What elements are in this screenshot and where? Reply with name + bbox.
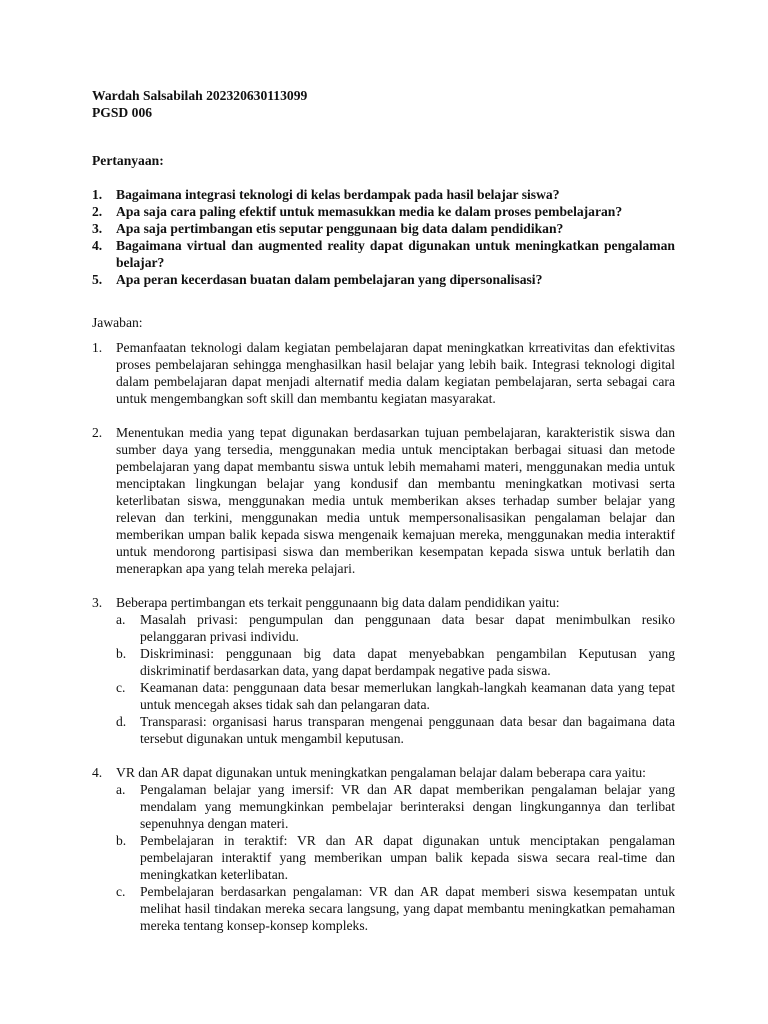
question-number: 5. bbox=[92, 272, 103, 287]
answer-number: 4. bbox=[92, 765, 103, 780]
question-text: Apa saja cara paling efektif untuk memasukkan media ke dalam proses pembelajaran? bbox=[116, 204, 623, 219]
sub-item bbox=[116, 832, 675, 883]
question-item bbox=[92, 237, 675, 271]
answer-text: Menentukan media yang tepat digunakan berdasarkan tujuan pembelajaran, karakteristik siswa dan sumber daya yang tersedia, menggunakan media untuk menciptakan berbagai situasi dan metode pembelajaran yang dapat membantu siswa untuk lebih memahami materi, menggunakan media untuk menciptakan lingkungan belajar yang kondusif dan membantu meningkatkan motivasi serta keterlibatan siswa, menggunakan media untuk memberikan akses terhadap sumber belajar yang relevan dan terkini, menggunakan media untuk mempersonalisasikan pengalaman belajar dan memberikan umpan balik kepada siswa mengenaik kemajuan mereka, menggunakan media interaktif untuk mendorong partisipasi siswa dan memberikan kesempatan kepada siswa untuk berlatih dan menerapkan apa yang telah mereka pelajari. bbox=[116, 425, 675, 576]
question-number: 3. bbox=[92, 221, 103, 236]
sub-item bbox=[116, 611, 675, 645]
sub-text: Pengalaman belajar yang imersif: VR dan AR dapat memberikan pengalaman belajar yang mendalam yang memungkinkan pembelajar berinteraksi dengan lingkungannya dan terlibat sepenuhnya dengan materi. bbox=[140, 782, 675, 831]
sub-text: Pembelajaran berdasarkan pengalaman: VR dan AR dapat memberi siswa kesempatan untuk melihat hasil tindakan mereka secara langsung, yang dapat membantu meningkatkan pemahaman mereka tentang konsep-konsep kompleks. bbox=[140, 884, 675, 933]
sub-item bbox=[116, 781, 675, 832]
answer-intro: Beberapa pertimbangan ets terkait penggunaann big data dalam pendidikan yaitu: bbox=[116, 595, 560, 610]
sub-text: Transparasi: organisasi harus transparan mengenai penggunaan data besar dan bagaimana data tersebut digunakan untuk mengambil keputusan. bbox=[140, 714, 675, 746]
answer-number: 1. bbox=[92, 340, 103, 355]
question-item bbox=[92, 203, 675, 220]
answer-item-2 bbox=[92, 424, 675, 577]
sub-item bbox=[116, 679, 675, 713]
answer-item-4 bbox=[92, 764, 675, 934]
sub-letter: d. bbox=[116, 714, 127, 729]
question-item bbox=[92, 271, 675, 288]
sub-text: Masalah privasi: pengumpulan dan penggunaan data besar dapat menimbulkan resiko pelanggaran privasi individu. bbox=[140, 612, 675, 644]
question-number: 2. bbox=[92, 204, 103, 219]
sub-letter: c. bbox=[116, 680, 126, 695]
sub-letter: c. bbox=[116, 884, 126, 899]
answer-intro: VR dan AR dapat digunakan untuk meningkatkan pengalaman belajar dalam beberapa cara yaitu: bbox=[116, 765, 646, 780]
question-text: Bagaimana virtual dan augmented reality dapat digunakan untuk meningkatkan pengalaman belajar? bbox=[116, 238, 675, 270]
sub-item bbox=[116, 645, 675, 679]
question-text: Apa peran kecerdasan buatan dalam pembelajaran yang dipersonalisasi? bbox=[116, 272, 543, 287]
sub-text: Pembelajaran in teraktif: VR dan AR dapat digunakan untuk menciptakan pengalaman pembelajaran interaktif yang memberikan umpan balik kepada siswa secara real-time dan meningkatkan keterlibatan. bbox=[140, 833, 675, 882]
sub-text: Keamanan data: penggunaan data besar memerlukan langkah-langkah keamanan data yang tepat untuk mencegah akses tidak sah dan pelangaran data. bbox=[140, 680, 675, 712]
question-item bbox=[92, 186, 675, 203]
sub-item bbox=[116, 883, 675, 934]
question-item bbox=[92, 220, 675, 237]
sub-item bbox=[116, 713, 675, 747]
sub-letter: a. bbox=[116, 612, 126, 627]
answer-number: 3. bbox=[92, 595, 103, 610]
question-text: Apa saja pertimbangan etis seputar penggunaan big data dalam pendidikan? bbox=[116, 221, 564, 236]
sub-list bbox=[116, 781, 675, 934]
questions-list bbox=[92, 186, 675, 288]
answer-number: 2. bbox=[92, 425, 103, 440]
author-header bbox=[92, 87, 307, 121]
sub-list bbox=[116, 611, 675, 747]
sub-text: Diskriminasi: penggunaan big data dapat menyebabkan pengambilan Keputusan yang diskriminatif berdasarkan data, yang dapat berdampak negative pada siswa. bbox=[140, 646, 675, 678]
question-number: 4. bbox=[92, 238, 103, 253]
answers-heading: Jawaban: bbox=[92, 315, 143, 330]
answers-list bbox=[92, 339, 675, 951]
answer-text: Pemanfaatan teknologi dalam kegiatan pembelajaran dapat meningkatkan krreativitas dan efektivitas proses pembelajaran sehingga menghasilkan hasil belajar yang lebih baik. Integrasi teknologi digital dalam pembelajaran dapat menjadi alternatif media dalam kegiatan pembelajaran, serta sebagai cara untuk mengembangkan soft skill dan membantu kegiatan masyarakat. bbox=[116, 340, 675, 406]
author-name-id: Wardah Salsabilah 202320630113099 bbox=[92, 88, 308, 103]
sub-letter: b. bbox=[116, 646, 127, 661]
question-number: 1. bbox=[92, 187, 103, 202]
sub-letter: a. bbox=[116, 782, 126, 797]
class-code: PGSD 006 bbox=[92, 105, 153, 120]
answer-item-1 bbox=[92, 339, 675, 407]
question-text: Bagaimana integrasi teknologi di kelas berdampak pada hasil belajar siswa? bbox=[116, 187, 560, 202]
sub-letter: b. bbox=[116, 833, 127, 848]
questions-heading: Pertanyaan: bbox=[92, 153, 164, 168]
answer-item-3 bbox=[92, 594, 675, 747]
